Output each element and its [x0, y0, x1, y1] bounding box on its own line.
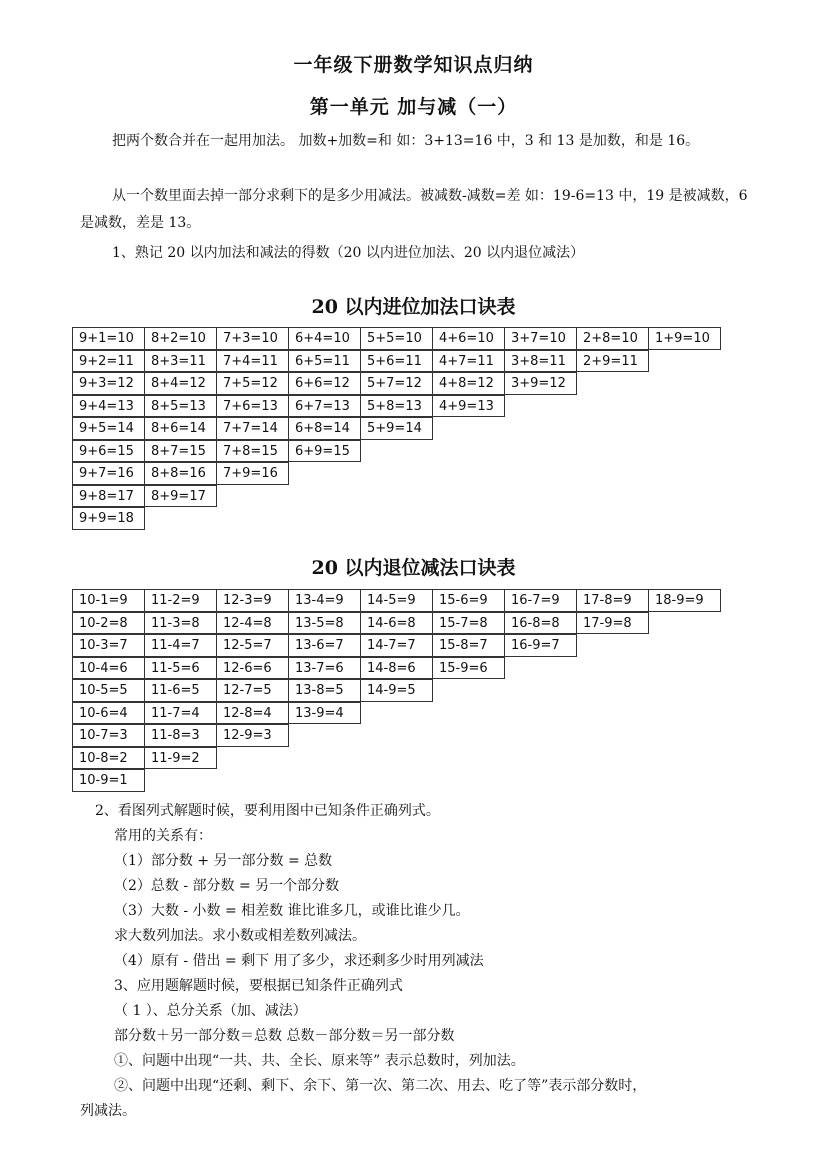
- subtraction-table-row: [72, 724, 720, 747]
- addition-table-cell: 4+9=13: [432, 395, 505, 418]
- addition-table-cell: 4+6=10: [432, 327, 505, 350]
- subtraction-table-cell: 11-3=8: [144, 612, 217, 635]
- section-3-subheading: （ 1 ）、总分关系（加、减法）: [114, 1003, 307, 1019]
- subtraction-table-cell: 13-8=5: [288, 679, 361, 702]
- subtraction-table-cell: 10-2=8: [72, 612, 145, 635]
- addition-table-cell: 3+7=10: [504, 327, 577, 350]
- section-3-rule-2-cont: 列减法。: [80, 1103, 136, 1119]
- addition-table-cell: 7+8=15: [216, 440, 289, 463]
- section-2-heading: 2、看图列式解题时候，要利用图中已知条件正确列式。: [95, 803, 440, 819]
- addition-table-cell: 6+9=15: [288, 440, 361, 463]
- addition-table-row: [72, 485, 720, 508]
- paragraph-memorize: 1、熟记 20 以内加法和减法的得数（20 以内进位加法、20 以内退位减法）: [112, 245, 585, 261]
- addition-table-cell: 8+2=10: [144, 327, 217, 350]
- relation-item-3: （3）大数 - 小数 = 相差数 谁比谁多几，或谁比谁少几。: [114, 903, 470, 919]
- subtraction-table-cell: 16-7=9: [504, 589, 577, 612]
- addition-table-cell: 9+7=16: [72, 462, 145, 485]
- addition-table-cell: 9+3=12: [72, 372, 145, 395]
- subtraction-table-cell: 10-7=3: [72, 724, 145, 747]
- addition-table-cell: 5+5=10: [360, 327, 433, 350]
- addition-table-cell: 7+7=14: [216, 417, 289, 440]
- addition-table-row: [72, 462, 720, 485]
- relation-item-2: （2）总数 - 部分数 = 另一个部分数: [114, 878, 340, 894]
- addition-table-cell: 4+8=12: [432, 372, 505, 395]
- subtraction-table-cell: 17-9=8: [576, 612, 649, 635]
- section-2-intro: 常用的关系有：: [114, 828, 212, 844]
- subtraction-table-cell: 14-7=7: [360, 634, 433, 657]
- addition-table-cell: 8+8=16: [144, 462, 217, 485]
- section-3-heading: 3、应用题解题时候，要根据已知条件正确列式: [114, 978, 403, 994]
- subtraction-table-cell: 11-5=6: [144, 657, 217, 680]
- addition-table-cell: 3+9=12: [504, 372, 577, 395]
- subtraction-table-cell: 12-6=6: [216, 657, 289, 680]
- addition-table-cell: 7+4=11: [216, 350, 289, 373]
- addition-table-cell: 7+9=16: [216, 462, 289, 485]
- addition-table-cell: 6+8=14: [288, 417, 361, 440]
- addition-table-row: [72, 350, 720, 373]
- subtraction-table-row: [72, 634, 720, 657]
- subtraction-table-cell: 16-8=8: [504, 612, 577, 635]
- addition-table-cell: 2+9=11: [576, 350, 649, 373]
- addition-table-row: [72, 372, 720, 395]
- paragraph-addition: 把两个数合并在一起用加法。 加数+加数=和 如：3+13=16 中，3 和 13 是加数，和是 16。: [112, 133, 700, 149]
- addition-table-cell: 6+7=13: [288, 395, 361, 418]
- subtraction-table: [72, 589, 720, 792]
- subtraction-table-cell: 10-9=1: [72, 769, 145, 792]
- addition-table-cell: 2+8=10: [576, 327, 649, 350]
- addition-table-cell: 5+6=11: [360, 350, 433, 373]
- addition-table-cell: 9+6=15: [72, 440, 145, 463]
- addition-table-title: 20 以内进位加法口诀表: [311, 296, 516, 318]
- addition-table-cell: 9+2=11: [72, 350, 145, 373]
- addition-table-cell: 8+6=14: [144, 417, 217, 440]
- addition-table-row: [72, 417, 720, 440]
- subtraction-table-cell: 11-8=3: [144, 724, 217, 747]
- addition-table-cell: 8+9=17: [144, 485, 217, 508]
- subtraction-table-cell: 15-8=7: [432, 634, 505, 657]
- addition-table-cell: 9+5=14: [72, 417, 145, 440]
- addition-table-cell: 9+9=18: [72, 507, 145, 530]
- subtraction-table-cell: 12-3=9: [216, 589, 289, 612]
- addition-table: [72, 327, 720, 530]
- subtraction-table-cell: 14-5=9: [360, 589, 433, 612]
- subtraction-table-cell: 10-1=9: [72, 589, 145, 612]
- addition-table-row: [72, 395, 720, 418]
- subtraction-table-cell: 10-3=7: [72, 634, 145, 657]
- subtraction-table-title: 20 以内退位减法口诀表: [311, 557, 516, 579]
- subtraction-table-cell: 11-6=5: [144, 679, 217, 702]
- subtraction-table-cell: 13-4=9: [288, 589, 361, 612]
- subtraction-table-cell: 13-6=7: [288, 634, 361, 657]
- relation-item-4: （4）原有 - 借出 = 剩下 用了多少，求还剩多少时用列减法: [114, 953, 484, 969]
- relation-item-1: （1）部分数 + 另一部分数 = 总数: [114, 853, 333, 869]
- subtraction-table-cell: 18-9=9: [648, 589, 721, 612]
- subtraction-table-row: [72, 769, 720, 792]
- subtraction-table-cell: 10-5=5: [72, 679, 145, 702]
- subtraction-table-cell: 11-9=2: [144, 747, 217, 770]
- section-3-rule-2: ②、问题中出现“还剩、剩下、余下、第一次、第二次、用去、吃了等”表示部分数时，: [114, 1078, 647, 1094]
- section-3-formula: 部分数＋另一部分数＝总数 总数－部分数＝另一部分数: [114, 1028, 455, 1044]
- subtraction-table-row: [72, 589, 720, 612]
- subtraction-table-row: [72, 679, 720, 702]
- addition-table-cell: 7+5=12: [216, 372, 289, 395]
- subtraction-table-row: [72, 657, 720, 680]
- section-3-rule-1: ①、问题中出现“一共、共、全长、原来等” 表示总数时，列加法。: [114, 1053, 525, 1069]
- subtraction-table-cell: 15-9=6: [432, 657, 505, 680]
- subtraction-table-cell: 10-8=2: [72, 747, 145, 770]
- addition-table-cell: 7+6=13: [216, 395, 289, 418]
- subtraction-table-cell: 11-4=7: [144, 634, 217, 657]
- addition-table-row: [72, 440, 720, 463]
- subtraction-table-cell: 12-4=8: [216, 612, 289, 635]
- subtraction-table-cell: 16-9=7: [504, 634, 577, 657]
- subtraction-table-cell: 12-9=3: [216, 724, 289, 747]
- addition-table-cell: 6+6=12: [288, 372, 361, 395]
- addition-table-cell: 6+4=10: [288, 327, 361, 350]
- relation-note: 求大数列加法。求小数或相差数列减法。: [114, 928, 366, 944]
- subtraction-table-cell: 11-2=9: [144, 589, 217, 612]
- subtraction-table-cell: 15-7=8: [432, 612, 505, 635]
- addition-table-cell: 8+4=12: [144, 372, 217, 395]
- subtraction-table-cell: 14-9=5: [360, 679, 433, 702]
- addition-table-cell: 3+8=11: [504, 350, 577, 373]
- subtraction-table-cell: 10-6=4: [72, 702, 145, 725]
- subtraction-table-row: [72, 612, 720, 635]
- subtraction-table-cell: 14-8=6: [360, 657, 433, 680]
- subtraction-table-cell: 10-4=6: [72, 657, 145, 680]
- subtraction-table-row: [72, 702, 720, 725]
- subtraction-table-cell: 17-8=9: [576, 589, 649, 612]
- subtraction-table-cell: 12-5=7: [216, 634, 289, 657]
- addition-table-cell: 7+3=10: [216, 327, 289, 350]
- addition-table-cell: 9+8=17: [72, 485, 145, 508]
- paragraph-subtraction: 从一个数里面去掉一部分求剩下的是多少用减法。被减数-减数=差 如：19-6=13 中，19 是被减数，6 是减数，差是 13。: [80, 188, 748, 231]
- subtraction-table-cell: 13-5=8: [288, 612, 361, 635]
- addition-table-cell: 9+1=10: [72, 327, 145, 350]
- subtraction-table-cell: 14-6=8: [360, 612, 433, 635]
- addition-table-cell: 5+8=13: [360, 395, 433, 418]
- addition-table-cell: 1+9=10: [648, 327, 721, 350]
- addition-table-cell: 6+5=11: [288, 350, 361, 373]
- subtraction-table-cell: 12-7=5: [216, 679, 289, 702]
- addition-table-cell: 8+5=13: [144, 395, 217, 418]
- subtraction-table-cell: 12-8=4: [216, 702, 289, 725]
- subtraction-table-cell: 13-9=4: [288, 702, 361, 725]
- addition-table-row: [72, 327, 720, 350]
- unit-title: 第一单元 加与减（一）: [309, 96, 518, 118]
- addition-table-cell: 9+4=13: [72, 395, 145, 418]
- addition-table-cell: 5+7=12: [360, 372, 433, 395]
- subtraction-table-row: [72, 747, 720, 770]
- addition-table-cell: 5+9=14: [360, 417, 433, 440]
- addition-table-row: [72, 507, 720, 530]
- addition-table-cell: 4+7=11: [432, 350, 505, 373]
- subtraction-table-cell: 11-7=4: [144, 702, 217, 725]
- subtraction-table-cell: 13-7=6: [288, 657, 361, 680]
- addition-table-cell: 8+7=15: [144, 440, 217, 463]
- page-title: 一年级下册数学知识点归纳: [293, 54, 534, 76]
- addition-table-cell: 8+3=11: [144, 350, 217, 373]
- subtraction-table-cell: 15-6=9: [432, 589, 505, 612]
